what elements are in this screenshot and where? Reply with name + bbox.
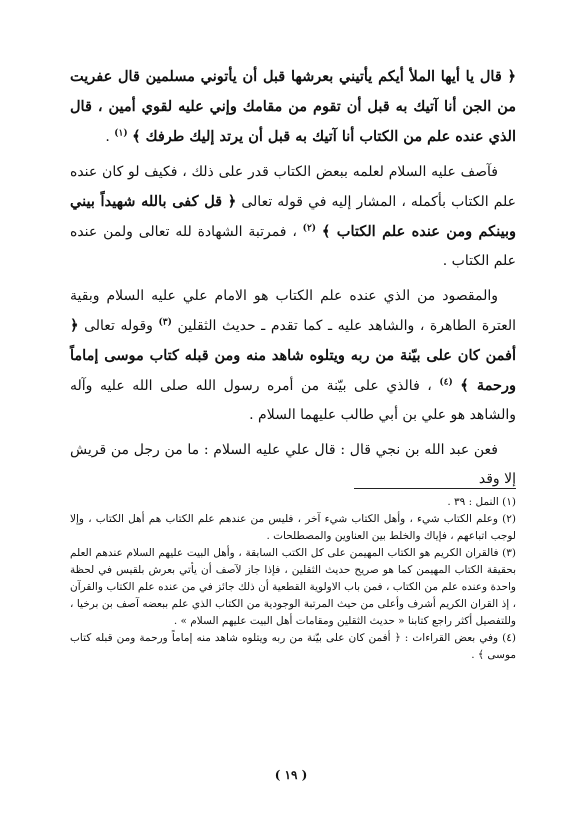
quran-quote: ﴿ قل كفى بالله شهيداً بيني وبينكم ومن عنده علم الكتاب ﴾ (70, 193, 516, 240)
paragraph-4 (70, 436, 516, 494)
footnote-3: (٣) فالقران الكريم هو الكتاب المهيمن على كل الكتب السابقة ، وأهل البيت عليهم السلام عندهم العلم بحقيقة الكتاب المهيمن كما هو صريح حديث الثقلين ، فإذا جاز لآصف أن يأتي بعرش بلقيس في لحظة واحدة وعنده علم من الكتاب ، فمن باب الاولوية القطعية أن ذلك جائز في من عنده علم الكتاب والقرآن ، إذ القران الكريم أشرف وأعلى من حيث المرتبة الوجودية من الكتاب الذي علم ببعضه آصف بن برخيا ، وللتفصيل أكثر راجع كتابنا « حديث الثقلين ومقامات أهل البيت عليهم السلام » . (70, 547, 516, 627)
footnote-2: (٢) وعلم الكتاب شيء ، وأهل الكتاب شيء آخر ، فليس من عندهم علم الكتاب هم أهل الكتاب ، وإلا لوجب اتباعهم ، فإياك والخلط بين العناوين والمصطلحات . (70, 513, 516, 542)
paragraph-text: وقوله تعالى (84, 318, 153, 334)
footnote-4: (٤) وفي بعض القراءات : ﴿ أفمن كان على بيّنة من ربه ويتلوه شاهد منه إماماً ورحمة ومن قبله كتاب موسى ﴾ . (70, 632, 516, 661)
footnote-ref-1[interactable]: (١) (114, 128, 128, 139)
paragraph-text: فآصف عليه السلام لعلمه ببعض الكتاب قدر على ذلك ، فكيف لو كان عنده علم الكتاب بأكمله ، المشار إليه في قوله تعالى (70, 164, 517, 210)
quran-quote: ﴿ قال يا أيها الملأ أيكم يأتيني بعرشها قبل أن يأتوني مسلمين قال عفريت من الجن أنا آتيك به قبل أن تقوم من مقامك وإني عليه لقوي أمين ، قال الذي عنده علم من الكتاب أنا آتيك به قبل أن يرتد إليك طرفك ﴾ (70, 68, 516, 145)
footnote-ref-2[interactable]: (٢) (302, 223, 317, 234)
footnote-1: (١) النمل : ٣٩ . (447, 496, 516, 508)
paragraph-text: والمقصود من الذي عنده علم الكتاب هو الامام علي عليه السلام وبقية العترة الطاهرة ، والشاهد عليه ـ كما تقدم ـ حديث الثقلين (70, 288, 517, 334)
paragraph-text: ، فالذي على بيّنة من أمره رسول الله صلى الله عليه وآله والشاهد هو علي بن أبي طالب عليهما السلام . (70, 378, 516, 423)
paragraph-2 (70, 158, 516, 276)
footnote-divider (354, 488, 516, 489)
paragraph-end: . (105, 129, 110, 145)
footnote-ref-3[interactable]: (٣) (158, 317, 172, 328)
paragraph-1 (70, 62, 516, 152)
footnotes-section (70, 494, 516, 664)
footnote-ref-4[interactable]: (٤) (439, 377, 453, 388)
paragraph-text: فعن عبد الله بن نجي قال : قال علي عليه السلام : ما من رجل من قريش إلا وقد (70, 442, 516, 487)
paragraph-3 (70, 282, 516, 430)
paragraph-text: ، فمرتبة الشهادة لله تعالى ولمن عنده علم الكتاب . (70, 224, 516, 269)
quran-quote: ﴿ أفمن كان على بيّنة من ربه ويتلوه شاهد منه ومن قبله كتاب موسى إماماً ورحمة ﴾ (70, 317, 516, 394)
page-number: ( ١٩ ) (274, 768, 308, 782)
